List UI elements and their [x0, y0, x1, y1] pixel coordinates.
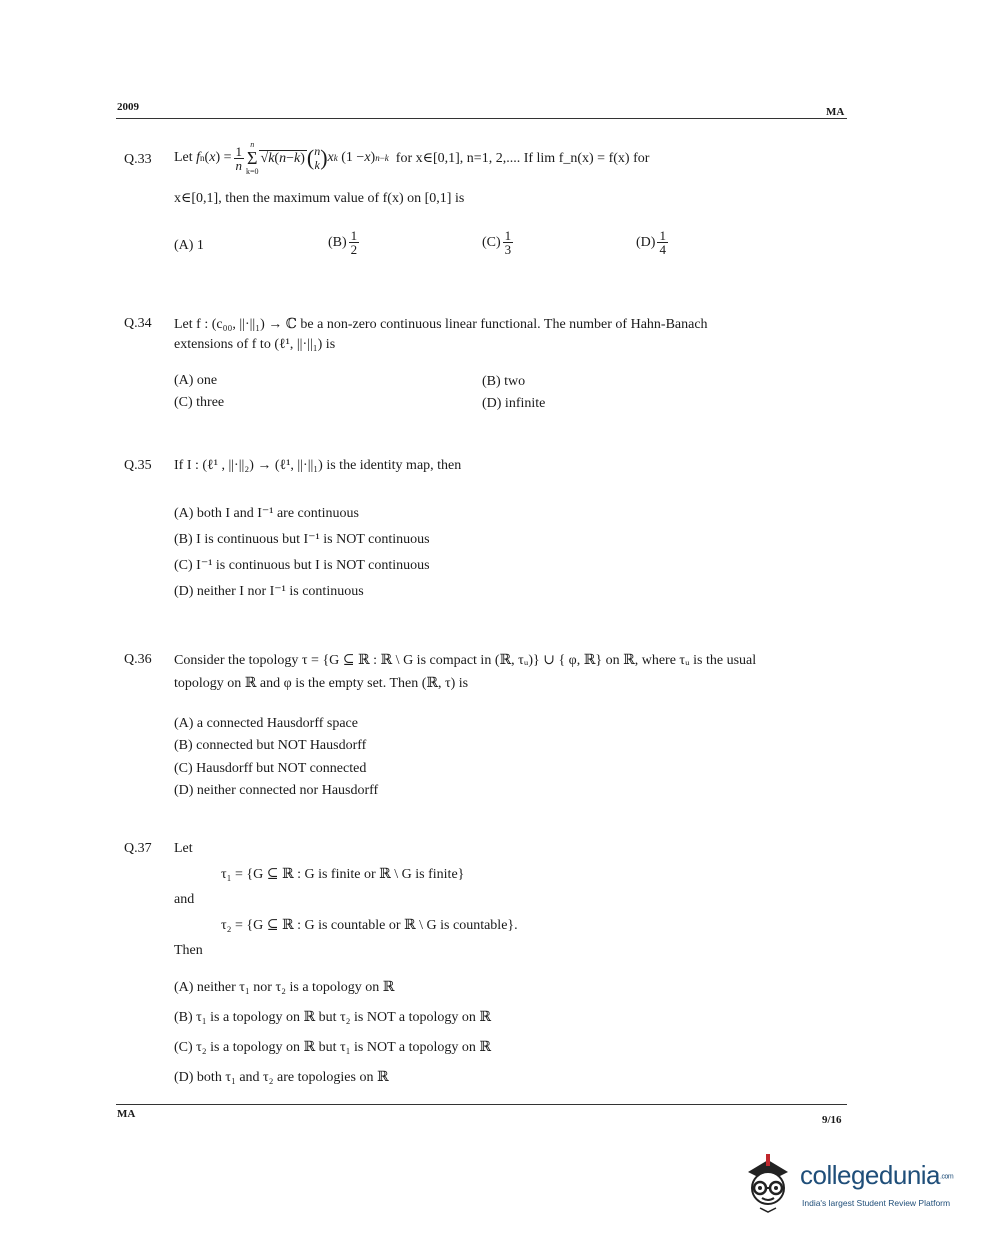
- q33-number: Q.33: [124, 152, 152, 167]
- q37-option-c[interactable]: (C) τ₂ is a topology on ℝ but τ₁ is NOT a topology on ℝ: [174, 1040, 492, 1055]
- q36-option-a[interactable]: (A) a connected Hausdorff space: [174, 716, 358, 731]
- q37-option-b[interactable]: (B) τ₁ is a topology on ℝ but τ₂ is NOT a topology on ℝ: [174, 1010, 492, 1025]
- header-year: 2009: [117, 101, 139, 113]
- brand-tagline: India's largest Student Review Platform: [802, 1198, 951, 1208]
- q34-option-c[interactable]: (C) three: [174, 395, 225, 410]
- collegedunia-logo[interactable]: [740, 1152, 965, 1222]
- q36-option-d[interactable]: (D) neither connected nor Hausdorff: [174, 783, 379, 798]
- q33-c-den: 3: [504, 242, 512, 257]
- q33-option-d-label: (D): [636, 234, 656, 250]
- q35-line1: If I : (ℓ¹ , ||·||₂) → (ℓ¹, ||·||₁) is the identity map, then: [174, 458, 462, 473]
- q37-tau1: τ₁ = {G ⊆ ℝ : G is finite or ℝ \ G is finite}: [221, 867, 465, 882]
- q33-option-a[interactable]: (A) 1: [174, 238, 204, 253]
- footer-code: MA: [117, 1108, 136, 1120]
- q36-line2: topology on ℝ and φ is the empty set. Then (ℝ, τ) is: [174, 676, 469, 691]
- q37-then: Then: [174, 943, 203, 958]
- q34-number: Q.34: [124, 316, 152, 331]
- q33-d-den: 4: [659, 242, 666, 257]
- q33-option-b[interactable]: [328, 229, 361, 256]
- q34-option-d[interactable]: (D) infinite: [482, 396, 546, 411]
- q36-option-c[interactable]: (C) Hausdorff but NOT connected: [174, 761, 367, 776]
- q35-number: Q.35: [124, 458, 152, 473]
- brand-name: collegedunia.com: [800, 1160, 954, 1190]
- q36-line1: Consider the topology τ = {G ⊆ ℝ : ℝ \ G is compact in (ℝ, τᵤ)} ∪ { φ, ℝ} on ℝ, where τᵤ is the usual: [174, 653, 757, 668]
- footer-page: 9/16: [822, 1114, 842, 1126]
- q33-let: Let: [174, 150, 193, 165]
- q34-line1: Let f : (c₀₀, ||·||₁) → ℂ be a non-zero continuous linear functional. The number of Hahn-Banach: [174, 317, 708, 332]
- q33-c-num: 1: [504, 228, 512, 243]
- header-code: MA: [826, 106, 845, 118]
- q35-option-c[interactable]: (C) I⁻¹ is continuous but I is NOT continuous: [174, 558, 430, 573]
- mascot-icon: [740, 1152, 796, 1214]
- q34-option-a[interactable]: (A) one: [174, 373, 218, 388]
- q36-option-b[interactable]: (B) connected but NOT Hausdorff: [174, 738, 367, 753]
- q33-line2: x∈[0,1], then the maximum value of f(x) on [0,1] is: [174, 191, 465, 206]
- q37-number: Q.37: [124, 841, 152, 856]
- footer-rule: [116, 1104, 847, 1105]
- q34-line2: extensions of f to (ℓ¹, ||·||₁) is: [174, 337, 336, 352]
- header-rule: [116, 118, 847, 119]
- q33-b-den: 2: [350, 242, 358, 257]
- q36-number: Q.36: [124, 652, 152, 667]
- brand-suffix: .com: [940, 1173, 954, 1181]
- q33-line1-tail: for x∈[0,1], n=1, 2,.... If lim f_n(x) = f(x) for: [395, 150, 650, 166]
- q33-b-num: 1: [350, 228, 358, 243]
- q33-option-d[interactable]: [636, 229, 670, 256]
- q33-formula: f n ( x ) = $\frac{1}{n}$ n Σ k=0 √k(n−k) ( n k ) x k (1 − x ) n−k: [196, 140, 389, 176]
- q37-tau2: τ₂ = {G ⊆ ℝ : G is countable or ℝ \ G is countable}.: [221, 918, 518, 933]
- q37-option-d[interactable]: (D) both τ₁ and τ₂ are topologies on ℝ: [174, 1070, 389, 1085]
- q33-option-c-label: (C): [482, 234, 501, 250]
- q37-option-a[interactable]: (A) neither τ₁ nor τ₂ is a topology on ℝ: [174, 980, 395, 995]
- q33-option-c[interactable]: [482, 229, 515, 256]
- q34-option-b[interactable]: (B) two: [482, 374, 526, 389]
- q37-let: Let: [174, 841, 193, 856]
- q37-and: and: [174, 892, 195, 907]
- q33-option-b-label: (B): [328, 234, 347, 250]
- q35-option-b[interactable]: (B) I is continuous but I⁻¹ is NOT continuous: [174, 532, 430, 547]
- q35-option-a[interactable]: (A) both I and I⁻¹ are continuous: [174, 506, 359, 521]
- q33-line1: [174, 136, 649, 180]
- q35-option-d[interactable]: (D) neither I nor I⁻¹ is continuous: [174, 584, 364, 599]
- q33-d-num: 1: [659, 228, 666, 243]
